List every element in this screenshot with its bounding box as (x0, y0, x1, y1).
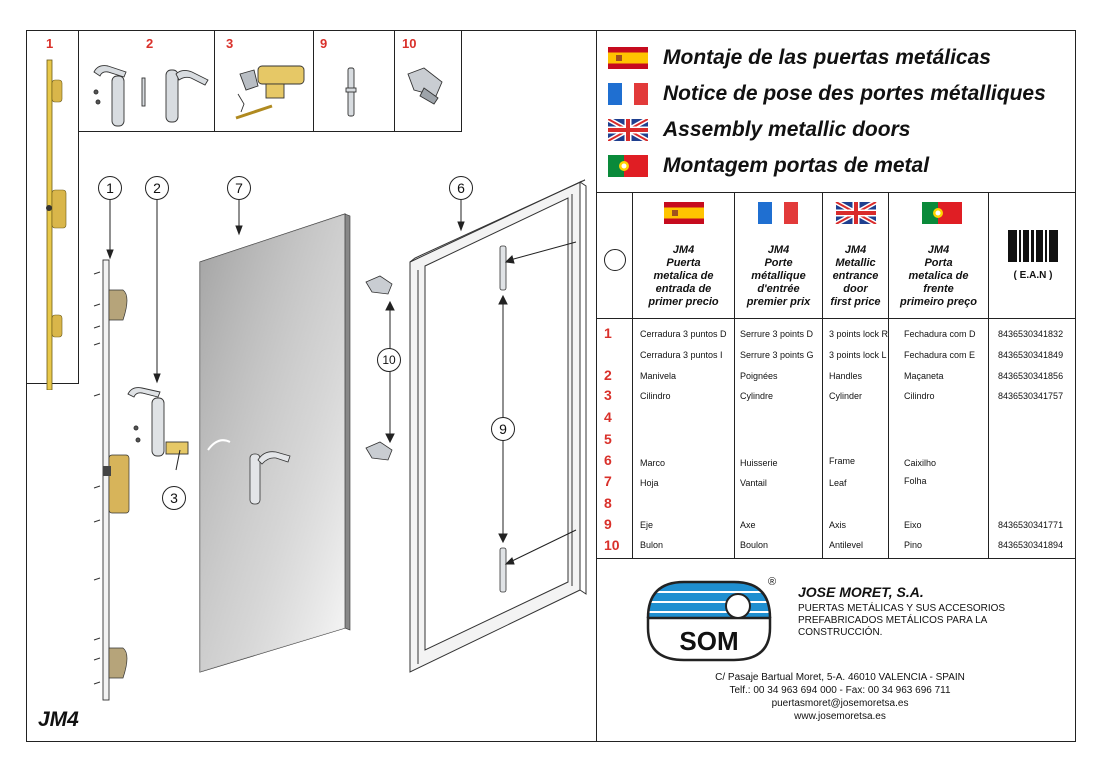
divider-table-bottom (596, 558, 1076, 559)
title-es (608, 44, 991, 72)
title-gb (608, 116, 910, 144)
cell-en: 3 points lock R (829, 329, 889, 339)
row-num: 5 (604, 431, 612, 447)
portugal-flag-icon (608, 155, 648, 177)
company-phone: Telf.: 00 34 963 694 000 - Fax: 00 34 963 696 711 (729, 685, 951, 696)
cell-en: Frame (829, 456, 856, 466)
cell-ean: 8436530341849 (998, 350, 1064, 360)
row-num: 8 (604, 495, 612, 511)
title-gb-text: Assembly metallic doors (663, 118, 911, 141)
row-num: 9 (604, 516, 612, 532)
callout-3: 3 (162, 486, 186, 510)
cell-fr: Poignées (740, 371, 778, 381)
cell-es: Eje (640, 520, 654, 530)
header-flag-fr-icon (757, 202, 799, 224)
header-flag-es-icon (664, 202, 704, 224)
row-num: 7 (604, 473, 612, 489)
cell-fr: Boulon (740, 540, 769, 550)
cell-en: 3 points lock L (829, 350, 887, 360)
cell-es: Manivela (640, 371, 677, 381)
france-flag-icon (608, 83, 648, 105)
part-num-2: 2 (146, 36, 154, 51)
company-web[interactable]: www.josemoretsa.es (794, 711, 886, 722)
handle-set-illustration (128, 388, 188, 456)
cell-pt: Pino (904, 540, 923, 550)
row-num: 3 (604, 387, 612, 403)
spain-flag-icon (608, 47, 648, 69)
callout-1: 1 (98, 176, 122, 200)
cell-pt: Fechadura com E (904, 350, 976, 360)
cell-fr: Serrure 3 points G (740, 350, 814, 360)
row-num: 1 (604, 325, 612, 341)
header-flag-gb-icon (835, 202, 877, 224)
ean-header: ( E.A.N ) (1013, 270, 1053, 281)
axis-illustration (346, 68, 356, 116)
cell-pt: Fechadura com D (904, 329, 976, 339)
bolt-illustration (408, 68, 442, 104)
cell-fr: Huisserie (740, 458, 778, 468)
cell-es: Hoja (640, 478, 659, 488)
cell-es: Bulon (640, 540, 664, 550)
row-num: 4 (604, 409, 612, 425)
part-num-3: 3 (226, 36, 234, 51)
divider-col5 (988, 192, 989, 558)
cell-pt: Eixo (904, 520, 922, 530)
header-pt: JM4 Porta metalica de frente primeiro preço (899, 244, 978, 308)
title-es-text: Montaje de las puertas metálicas (663, 46, 991, 69)
company-email[interactable]: puertasmoret@josemoretsa.es (771, 698, 909, 709)
callout-2: 2 (145, 176, 169, 200)
title-fr (608, 80, 1046, 108)
handles-illustration (94, 66, 208, 126)
cell-en: Axis (829, 520, 847, 530)
lock-body-illustration (103, 260, 129, 700)
cell-es: Cerradura 3 puntos I (640, 350, 723, 360)
divider-titles (596, 192, 1076, 193)
cell-es: Marco (640, 458, 666, 468)
part-num-10: 10 (402, 36, 417, 51)
cell-en: Cylinder (829, 391, 863, 401)
cell-en: Antilevel (829, 540, 864, 550)
cell-en: Handles (829, 371, 863, 381)
cell-es: Cerradura 3 puntos D (640, 329, 727, 339)
row-num: 6 (604, 452, 612, 468)
model-label: JM4 (38, 708, 79, 731)
cell-ean: 8436530341832 (998, 329, 1064, 339)
header-es: JM4 Puerta metalica de entrada de primer precio (648, 244, 719, 308)
lock-strip-illustration (46, 60, 66, 390)
cell-fr: Vantail (740, 478, 767, 488)
cell-pt: Folha (904, 476, 927, 486)
cell-pt: Maçaneta (904, 371, 944, 381)
cell-fr: Axe (740, 520, 756, 530)
header-gb: JM4 Metallic entrance door first price (830, 244, 881, 308)
company-name: JOSE MORET, S.A. (798, 584, 924, 600)
registered-mark: ® (768, 576, 777, 588)
door-leaf-illustration (200, 214, 350, 672)
cell-fr: Cylindre (740, 391, 774, 401)
barcode-icon (1008, 230, 1058, 262)
screws-illustration (94, 272, 100, 684)
title-pt-text: Montagem portas de metal (663, 154, 930, 177)
callout-6: 6 (449, 176, 473, 200)
cell-pt: Caixilho (904, 458, 937, 468)
cell-ean: 8436530341757 (998, 391, 1064, 401)
cell-es: Cilindro (640, 391, 671, 401)
cell-fr: Serrure 3 points D (740, 329, 814, 339)
cell-ean: 8436530341771 (998, 520, 1064, 530)
part-num-1: 1 (46, 36, 54, 51)
part-num-9: 9 (320, 36, 328, 51)
callout-9: 9 (491, 417, 515, 441)
cell-pt: Cilindro (904, 391, 935, 401)
row-num: 2 (604, 367, 612, 383)
callout-10: 10 (377, 348, 401, 372)
title-pt (608, 152, 929, 180)
company-description: PUERTAS METÁLICAS Y SUS ACCESORIOS PREFABRICADOS METÁLICOS PARA LA CONSTRUCCIÓN. (798, 603, 1006, 638)
cell-ean: 8436530341894 (998, 540, 1064, 550)
assembly-drawing (80, 170, 595, 730)
callout-7: 7 (227, 176, 251, 200)
cell-ean: 8436530341856 (998, 371, 1064, 381)
table-radio (604, 249, 626, 271)
cylinder-illustration (236, 66, 304, 118)
company-address: C/ Pasaje Bartual Moret, 5-A. 46010 VALENCIA - SPAIN (715, 672, 965, 683)
header-flag-pt-icon (921, 202, 963, 224)
uk-flag-icon (608, 119, 648, 141)
divider-table-header (596, 318, 1076, 319)
som-logo-text: SOM (679, 626, 739, 656)
row-num: 10 (604, 537, 620, 553)
header-fr: JM4 Porte métallique d'entrée premier prix (746, 244, 811, 308)
title-fr-text: Notice de pose des portes métalliques (663, 82, 1046, 105)
cell-en: Leaf (829, 478, 847, 488)
divider-main (596, 30, 597, 742)
